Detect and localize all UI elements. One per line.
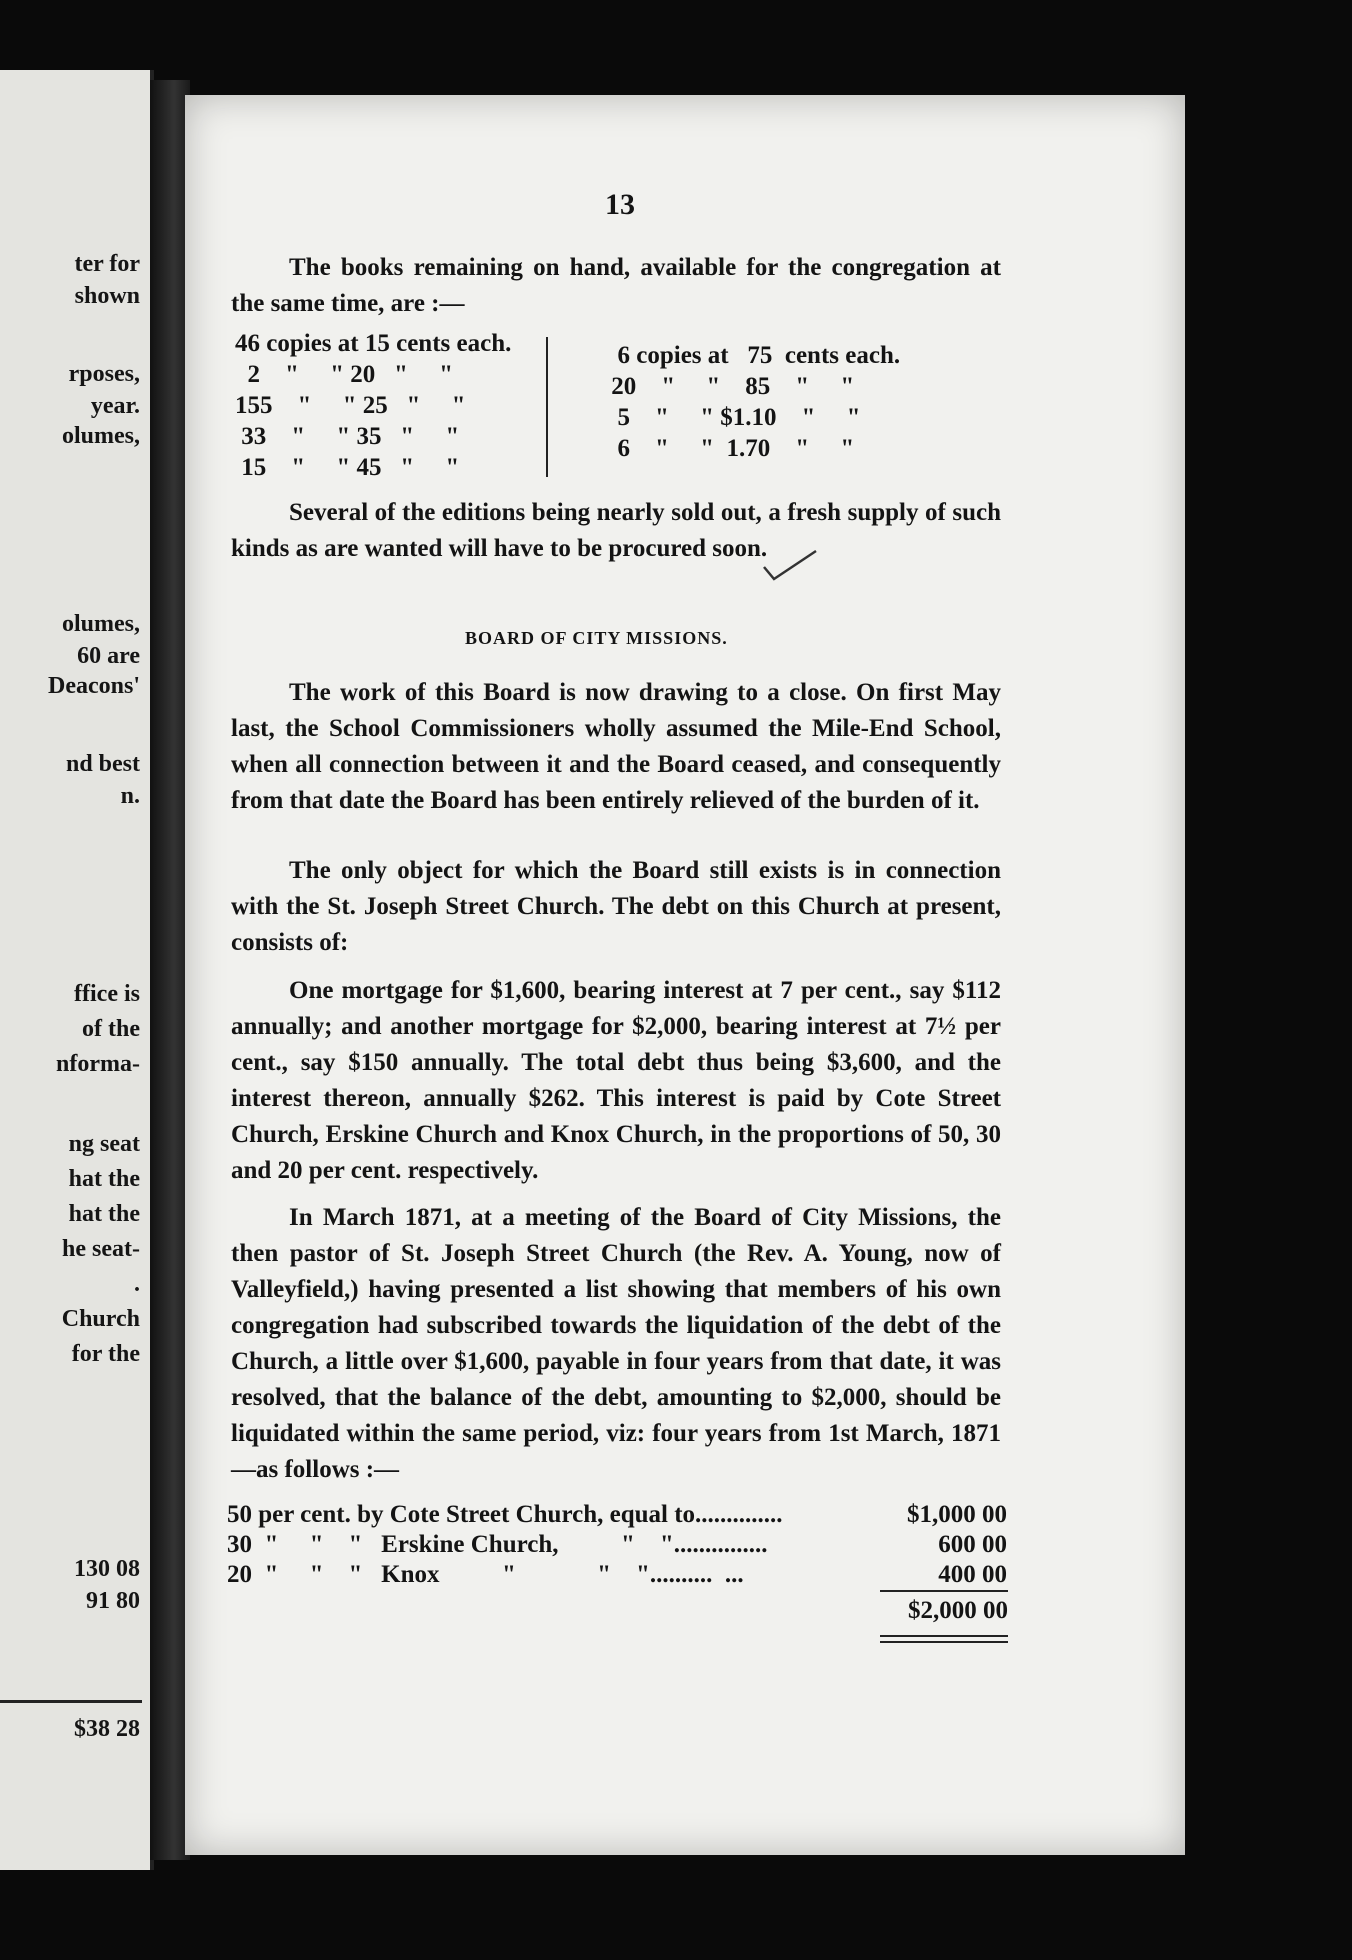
left-text-fragment: ter for	[74, 251, 140, 277]
allocation-amount: $1,000 00	[907, 1501, 1007, 1528]
left-text-fragment: .	[134, 1271, 140, 1297]
left-text-fragment: ng seat	[68, 1131, 140, 1157]
page-number: 13	[605, 188, 635, 221]
left-text-fragment: 130 08	[74, 1556, 140, 1582]
inventory-row: 15 " " 45 " "	[235, 454, 460, 481]
inventory-row: 2 " " 20 " "	[235, 361, 454, 388]
inventory-row: 155 " " 25 " "	[235, 392, 466, 419]
allocation-description: 50 per cent. by Cote Street Church, equal to..............	[227, 1501, 783, 1528]
left-text-fragment: olumes,	[62, 611, 140, 637]
pencil-checkmark-icon	[760, 545, 820, 585]
inventory-row: 6 copies at 75 cents each.	[605, 342, 901, 369]
allocation-total: $2,000 00	[908, 1597, 1008, 1624]
allocation-amount: 400 00	[938, 1561, 1007, 1588]
left-text-fragment: Deacons'	[48, 673, 140, 699]
march-paragraph	[231, 1200, 1001, 1488]
allocation-description: 20 " " " Knox " " ".......... ...	[227, 1561, 744, 1588]
left-text-fragment: 60 are	[77, 643, 140, 669]
march-text: In March 1871, at a meeting of the Board of City Missions, the then pastor of St. Joseph Street Church (the Rev. A. Young, now of Valleyfield,) having presented a list showing that members of his own congregation had subscribed towards the liquidation of the debt of the Church, a little over $1,600, payable in four years from that date, it was resolved, that the balance of the debt, amounting to $2,000, should be liquidated within the same period, viz: four years from 1st March, 1871—as follows :—	[231, 1204, 1001, 1483]
allocation-amount: 600 00	[938, 1531, 1007, 1558]
scan-background	[1185, 0, 1352, 1960]
books-intro-text: The books remaining on hand, available for the congregation at the same time, are :—	[231, 254, 1001, 317]
inventory-row: 46 copies at 15 cents each.	[235, 330, 512, 357]
mortgage-paragraph	[231, 973, 1001, 1189]
allocation-row	[227, 1530, 1007, 1560]
resupply-text: Several of the editions being nearly sold out, a fresh supply of such kinds as are wanted will have to be procured soon.	[231, 499, 1001, 562]
left-text-fragment: nd best	[65, 751, 140, 777]
section-heading: BOARD OF CITY MISSIONS.	[465, 628, 728, 648]
allocation-row	[227, 1560, 1007, 1590]
left-text-fragment: rposes,	[68, 361, 140, 387]
left-text-fragment: olumes,	[62, 423, 140, 449]
object-text: The only object for which the Board still exists is in connection with the St. Joseph Street Church. The debt on this Church at present, consists of:	[231, 857, 1001, 956]
left-text-fragment: of the	[82, 1016, 140, 1042]
left-text-fragment: ffice is	[74, 981, 140, 1007]
book-page	[185, 95, 1185, 1855]
inventory-divider	[546, 337, 548, 477]
inventory-right-column	[605, 340, 1005, 464]
mortgage-text: One mortgage for $1,600, bearing interest at 7 per cent., say $112 annually; and another mortgage for $2,000, bearing interest at 7½ per cent., say $150 annually. The total debt thus being $3,600, and the interest thereon, annually $262. This interest is paid by Cote Street Church, Erskine Church and Knox Church, in the proportions of 50, 30 and 20 per cent. respectively.	[231, 977, 1001, 1184]
binding-gutter	[150, 80, 190, 1860]
left-text-fragment: n.	[120, 783, 140, 809]
left-text-fragment: year.	[90, 393, 140, 419]
total-rule	[880, 1590, 1008, 1592]
inventory-row: 6 " " 1.70 " "	[605, 435, 855, 462]
resupply-paragraph	[231, 495, 1001, 567]
books-intro-paragraph	[231, 250, 1001, 322]
left-text-fragment: hat the	[68, 1201, 140, 1227]
left-text-fragment: Church	[61, 1306, 140, 1332]
inventory-row: 20 " " 85 " "	[605, 373, 855, 400]
work-text: The work of this Board is now drawing to a close. On first May last, the School Commissioners wholly assumed the Mile-End School, when all connection between it and the Board ceased, and consequently from that date the Board has been entirely relieved of the burden of it.	[231, 679, 1001, 814]
left-text-fragment: 91 80	[86, 1588, 140, 1614]
left-text-fragment: hat the	[68, 1166, 140, 1192]
allocation-table	[227, 1500, 1007, 1590]
total-double-rule	[880, 1641, 1008, 1643]
left-text-fragment: shown	[74, 283, 140, 309]
left-text-fragment: $38 28	[74, 1716, 140, 1742]
object-paragraph	[231, 853, 1001, 961]
total-double-rule	[880, 1635, 1008, 1637]
inventory-left-column	[235, 328, 535, 483]
left-page-fragment	[0, 70, 154, 1870]
left-text-fragment: he seat-	[62, 1236, 140, 1262]
allocation-row	[227, 1500, 1007, 1530]
inventory-row: 5 " " $1.10 " "	[605, 404, 861, 431]
work-paragraph	[231, 675, 1001, 819]
inventory-row: 33 " " 35 " "	[235, 423, 460, 450]
left-total-rule	[0, 1700, 142, 1703]
left-text-fragment: nforma-	[56, 1051, 140, 1077]
allocation-description: 30 " " " Erskine Church, " "...............	[227, 1531, 768, 1558]
left-text-fragment: for the	[71, 1341, 140, 1367]
